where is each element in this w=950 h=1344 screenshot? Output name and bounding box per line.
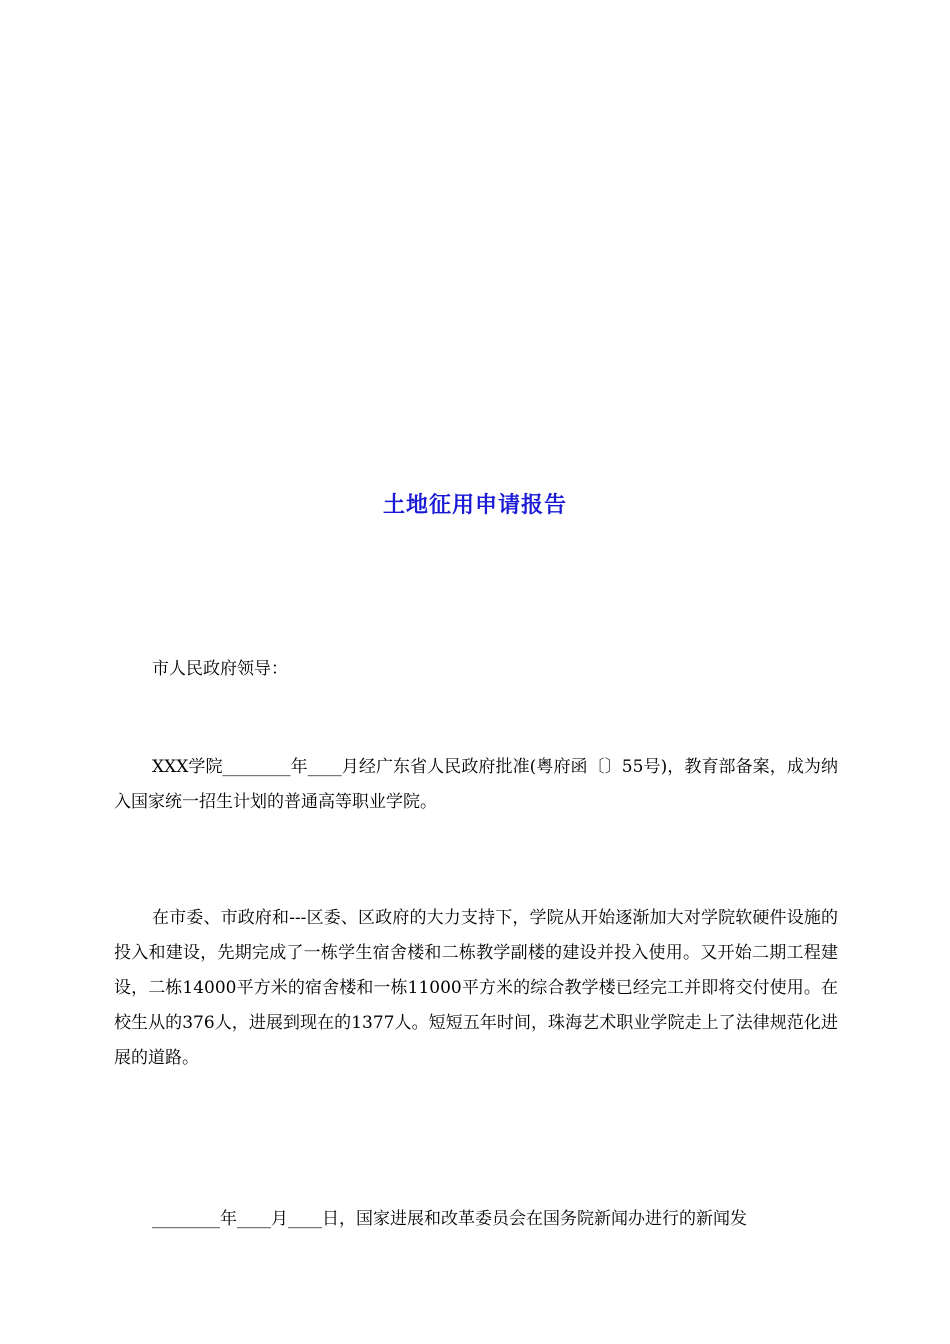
body-paragraph-2: 在市委、市政府和---区委、区政府的大力支持下，学院从开始逐渐加大对学院软硬件设施的投入和建设，先期完成了一栋学生宿舍楼和二栋教学副楼的建设并投入使用。又开始二期工程建设，二栋14000平方米的宿舍楼和一栋11000平方米的综合教学楼已经完工并即将交付使用。在校生从的376人，进展到现在的1377人。短短五年时间，珠海艺术职业学院走上了法律规范化进展的道路。 [114, 908, 838, 1068]
body-paragraph-3: ________年____月____日，国家进展和改革委员会在国务院新闻办进行的新闻发 [152, 1209, 747, 1229]
document-title: 土地征用申请报告 [382, 493, 567, 518]
body-paragraph-1: XXX学院________年____月经广东省人民政府批准(粤府函〔〕55号)，教育部备案，成为纳入国家统一招生计划的普通高等职业学院。 [114, 757, 838, 812]
salutation: 市人民政府领导： [152, 659, 288, 679]
